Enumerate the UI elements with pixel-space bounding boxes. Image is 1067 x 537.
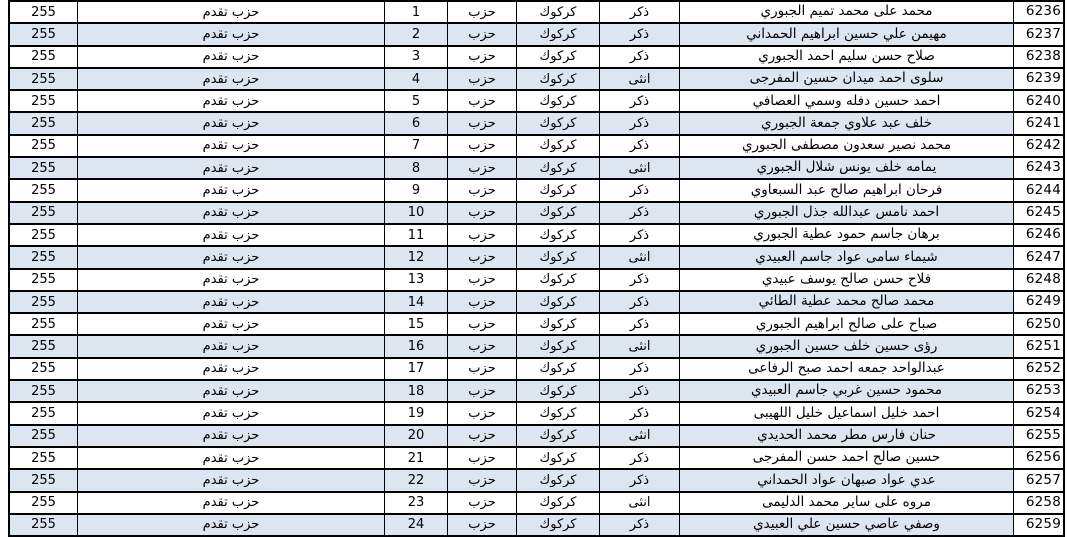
cell-gender[interactable]: انثى [599,493,679,513]
cell-gender[interactable]: انثى [599,336,679,356]
table-row [10,448,1063,470]
cell-gender[interactable]: ذكر [599,470,679,490]
cell-full-name[interactable]: شيماء سامى عواد جاسم العبيدي [679,247,1013,267]
cell-code[interactable]: 255 [31,450,56,466]
cell-party-name[interactable]: حزب تقدم [77,24,384,44]
cell-entity-type[interactable]: حزب [447,91,516,111]
cell-voter-id[interactable]: 6250 [1013,314,1063,334]
cell-voter-id[interactable]: 6246 [1013,225,1063,245]
table-row [10,426,1063,448]
cell-sequence[interactable]: 2 [384,24,447,44]
cell-code[interactable]: 255 [10,24,77,44]
cell-code[interactable]: 255 [10,336,77,356]
cell-gender[interactable]: انثى [599,247,679,267]
cell-code[interactable]: 255 [31,138,56,154]
table-row [10,493,1063,515]
cell-full-name[interactable]: محمد صالح محمد عطية الطائي [679,292,1013,312]
cell-sequence[interactable]: 4 [384,69,447,89]
cell-voter-id[interactable]: 6247 [1013,247,1063,267]
cell-gender[interactable]: ذكر [599,225,679,245]
cell-code[interactable]: 255 [10,247,77,267]
cell-voter-id[interactable]: 6254 [1013,403,1063,423]
table-row [10,113,1063,135]
cell-party-name[interactable]: حزب تقدم [77,91,384,111]
cell-full-name[interactable]: احمد نامس عبدالله جذل الجبوري [679,203,1013,223]
cell-city[interactable]: كركوك [516,515,599,535]
cell-party-name[interactable]: حزب تقدم [77,203,384,223]
cell-full-name[interactable]: محمود حسين غربي جاسم العبيدي [679,381,1013,401]
cell-voter-id[interactable]: 6258 [1013,493,1063,513]
cell-city[interactable]: كركوك [516,336,599,356]
cell-gender[interactable]: ذكر [599,381,679,401]
cell-full-name[interactable]: فلاح حسن صالح يوسف عبيدي [679,270,1013,290]
cell-voter-id[interactable]: 6259 [1013,515,1063,535]
cell-entity-type[interactable]: حزب [447,270,516,290]
cell-party-name[interactable]: حزب تقدم [77,247,384,267]
cell-full-name[interactable]: برهان جاسم حمود عطية الجبوري [679,225,1013,245]
cell-voter-id[interactable]: 6252 [1013,359,1063,379]
cell-voter-id[interactable]: 6242 [1013,136,1063,156]
cell-sequence[interactable]: 11 [384,225,447,245]
cell-entity-type[interactable]: حزب [447,359,516,379]
cell-city[interactable]: كركوك [516,426,599,446]
cell-sequence[interactable]: 5 [384,91,447,111]
cell-voter-id[interactable]: 6239 [1013,69,1063,89]
cell-city[interactable]: كركوك [516,381,599,401]
cell-party-name[interactable]: حزب تقدم [77,225,384,245]
cell-code[interactable]: 255 [31,495,56,511]
table-row [10,403,1063,425]
cell-party-name[interactable]: حزب تقدم [77,314,384,334]
cell-city[interactable]: كركوك [516,158,599,178]
cell-sequence[interactable]: 14 [384,292,447,312]
cell-voter-id[interactable]: 6253 [1013,381,1063,401]
cell-sequence[interactable]: 24 [384,515,447,535]
cell-gender[interactable]: ذكر [599,136,679,156]
cell-full-name[interactable]: مهيمن علي حسين ابراهيم الحمداني [679,24,1013,44]
cell-entity-type[interactable]: حزب [447,47,516,67]
table-row [10,292,1063,314]
cell-sequence[interactable]: 1 [384,2,447,22]
cell-voter-id[interactable]: 6236 [1013,2,1063,22]
cell-full-name[interactable]: يمامه خلف يونس شلال الجبوري [679,158,1013,178]
cell-sequence[interactable]: 3 [384,47,447,67]
cell-full-name[interactable]: سلوى احمد ميدان حسين المفرجى [679,69,1013,89]
cell-party-name[interactable]: حزب تقدم [77,470,384,490]
cell-entity-type[interactable]: حزب [447,247,516,267]
table-row [10,381,1063,403]
table-row [10,336,1063,358]
cell-voter-id[interactable]: 6245 [1013,203,1063,223]
cell-code[interactable]: 255 [31,272,56,288]
table-row [10,91,1063,113]
cell-gender[interactable]: ذكر [599,270,679,290]
cell-entity-type[interactable]: حزب [447,381,516,401]
cell-sequence[interactable]: 19 [384,403,447,423]
table-row [10,270,1063,292]
cell-party-name[interactable]: حزب تقدم [77,47,384,67]
cell-full-name[interactable]: عبدالواحد جمعه احمد صبح الرفاعى [679,359,1013,379]
cell-code[interactable]: 255 [31,316,56,332]
cell-city[interactable]: كركوك [516,136,599,156]
cell-full-name[interactable]: خلف عبد علاوي جمعة الجبوري [679,113,1013,133]
cell-party-name[interactable]: حزب تقدم [77,515,384,535]
cell-voter-id[interactable]: 6255 [1013,426,1063,446]
cell-voter-id[interactable]: 6256 [1013,448,1063,468]
cell-city[interactable]: كركوك [516,314,599,334]
table-row [10,225,1063,247]
cell-gender[interactable]: ذكر [599,448,679,468]
cell-entity-type[interactable]: حزب [447,203,516,223]
table-row [10,47,1063,69]
cell-sequence[interactable]: 17 [384,359,447,379]
cell-entity-type[interactable]: حزب [447,336,516,356]
table-row [10,314,1063,336]
cell-code[interactable]: 255 [31,49,56,65]
cell-city[interactable]: كركوك [516,359,599,379]
cell-city[interactable]: كركوك [516,470,599,490]
cell-gender[interactable]: ذكر [599,515,679,535]
cell-gender[interactable]: ذكر [599,24,679,44]
cell-sequence[interactable]: 22 [384,470,447,490]
cell-code[interactable]: 255 [31,4,56,20]
cell-full-name[interactable]: فرحان ابراهيم صالح عبد السبعاوي [679,180,1013,200]
cell-voter-id[interactable]: 6243 [1013,158,1063,178]
cell-full-name[interactable]: صلاح حسن سليم احمد الجبوري [679,47,1013,67]
cell-full-name[interactable]: احمد خليل اسماعيل خليل اللهيبى [679,403,1013,423]
cell-entity-type[interactable]: حزب [447,180,516,200]
cell-gender[interactable]: ذكر [599,292,679,312]
voter-list-table [8,0,1065,537]
cell-full-name[interactable]: حسين صالح احمد حسن المفرجى [679,448,1013,468]
cell-full-name[interactable]: محمد على محمد تميم الجبوري [679,2,1013,22]
cell-entity-type[interactable]: حزب [447,403,516,423]
cell-sequence[interactable]: 7 [384,136,447,156]
cell-code[interactable]: 255 [10,381,77,401]
cell-full-name[interactable]: صباح على صالح ابراهيم الجبوري [679,314,1013,334]
cell-party-name[interactable]: حزب تقدم [77,493,384,513]
cell-entity-type[interactable]: حزب [447,426,516,446]
cell-code[interactable]: 255 [10,158,77,178]
table-row [10,2,1063,24]
cell-sequence[interactable]: 6 [384,113,447,133]
cell-entity-type[interactable]: حزب [447,136,516,156]
cell-gender[interactable]: انثى [599,426,679,446]
cell-code[interactable]: 255 [31,361,56,377]
cell-entity-type[interactable]: حزب [447,493,516,513]
cell-gender[interactable]: ذكر [599,91,679,111]
cell-code[interactable]: 255 [31,93,56,109]
cell-party-name[interactable]: حزب تقدم [77,2,384,22]
cell-voter-id[interactable]: 6249 [1013,292,1063,312]
cell-city[interactable]: كركوك [516,180,599,200]
cell-code[interactable]: 255 [10,515,77,535]
cell-entity-type[interactable]: حزب [447,69,516,89]
cell-gender[interactable]: ذكر [599,47,679,67]
cell-code[interactable]: 255 [10,69,77,89]
cell-full-name[interactable]: مروه على ساير محمد الدليمى [679,493,1013,513]
cell-sequence[interactable]: 13 [384,270,447,290]
cell-voter-id[interactable]: 6241 [1013,113,1063,133]
cell-sequence[interactable]: 15 [384,314,447,334]
cell-code[interactable]: 255 [31,405,56,421]
table-row [10,470,1063,492]
cell-voter-id[interactable]: 6251 [1013,336,1063,356]
cell-party-name[interactable]: حزب تقدم [77,136,384,156]
cell-gender[interactable]: ذكر [599,2,679,22]
cell-full-name[interactable]: حنان فارس مطر محمد الحديدي [679,426,1013,446]
cell-city[interactable]: كركوك [516,113,599,133]
cell-voter-id[interactable]: 6237 [1013,24,1063,44]
cell-city[interactable]: كركوك [516,91,599,111]
cell-city[interactable]: كركوك [516,2,599,22]
cell-party-name[interactable]: حزب تقدم [77,381,384,401]
table-row [10,136,1063,158]
cell-party-name[interactable]: حزب تقدم [77,426,384,446]
cell-code[interactable]: 255 [10,203,77,223]
cell-code[interactable]: 255 [10,470,77,490]
cell-city[interactable]: كركوك [516,270,599,290]
cell-code[interactable]: 255 [10,426,77,446]
cell-full-name[interactable]: احمد حسين دفله وسمي العصافي [679,91,1013,111]
cell-party-name[interactable]: حزب تقدم [77,113,384,133]
cell-sequence[interactable]: 8 [384,158,447,178]
cell-city[interactable]: كركوك [516,47,599,67]
cell-entity-type[interactable]: حزب [447,24,516,44]
cell-sequence[interactable]: 18 [384,381,447,401]
cell-gender[interactable]: ذكر [599,113,679,133]
cell-entity-type[interactable]: حزب [447,225,516,245]
cell-gender[interactable]: ذكر [599,314,679,334]
cell-party-name[interactable]: حزب تقدم [77,403,384,423]
cell-voter-id[interactable]: 6248 [1013,270,1063,290]
cell-party-name[interactable]: حزب تقدم [77,359,384,379]
cell-party-name[interactable]: حزب تقدم [77,336,384,356]
cell-sequence[interactable]: 23 [384,493,447,513]
cell-party-name[interactable]: حزب تقدم [77,158,384,178]
cell-entity-type[interactable]: حزب [447,113,516,133]
cell-sequence[interactable]: 12 [384,247,447,267]
cell-voter-id[interactable]: 6257 [1013,470,1063,490]
cell-entity-type[interactable]: حزب [447,292,516,312]
cell-gender[interactable]: انثى [599,69,679,89]
cell-gender[interactable]: ذكر [599,403,679,423]
cell-sequence[interactable]: 16 [384,336,447,356]
cell-entity-type[interactable]: حزب [447,158,516,178]
cell-sequence[interactable]: 20 [384,426,447,446]
table-row [10,180,1063,202]
cell-voter-id[interactable]: 6240 [1013,91,1063,111]
cell-city[interactable]: كركوك [516,403,599,423]
cell-code[interactable]: 255 [31,227,56,243]
cell-party-name[interactable]: حزب تقدم [77,292,384,312]
cell-entity-type[interactable]: حزب [447,448,516,468]
cell-party-name[interactable]: حزب تقدم [77,270,384,290]
table-row [10,158,1063,180]
cell-party-name[interactable]: حزب تقدم [77,448,384,468]
cell-full-name[interactable]: رؤى حسين خلف حسين الجبوري [679,336,1013,356]
cell-code[interactable]: 255 [10,292,77,312]
cell-entity-type[interactable]: حزب [447,2,516,22]
cell-sequence[interactable]: 21 [384,448,447,468]
cell-full-name[interactable]: عدي عواد صبهان عواد الحمداني [679,470,1013,490]
table-row [10,359,1063,381]
cell-city[interactable]: كركوك [516,292,599,312]
cell-voter-id[interactable]: 6238 [1013,47,1063,67]
cell-code[interactable]: 255 [31,183,56,199]
cell-gender[interactable]: انثى [599,158,679,178]
table-row [10,203,1063,225]
cell-party-name[interactable]: حزب تقدم [77,69,384,89]
cell-entity-type[interactable]: حزب [447,515,516,535]
cell-city[interactable]: كركوك [516,69,599,89]
table-row [10,247,1063,269]
cell-city[interactable]: كركوك [516,448,599,468]
cell-gender[interactable]: ذكر [599,180,679,200]
cell-entity-type[interactable]: حزب [447,470,516,490]
cell-city[interactable]: كركوك [516,24,599,44]
cell-city[interactable]: كركوك [516,225,599,245]
cell-party-name[interactable]: حزب تقدم [77,180,384,200]
cell-sequence[interactable]: 10 [384,203,447,223]
cell-full-name[interactable]: محمد نصير سعدون مصطفى الجبوري [679,136,1013,156]
cell-city[interactable]: كركوك [516,493,599,513]
cell-city[interactable]: كركوك [516,203,599,223]
cell-code[interactable]: 255 [10,113,77,133]
table-row [10,69,1063,91]
cell-gender[interactable]: ذكر [599,203,679,223]
cell-gender[interactable]: ذكر [599,359,679,379]
cell-full-name[interactable]: وصفي عاصي حسين علي العبيدي [679,515,1013,535]
table-row [10,515,1063,537]
cell-voter-id[interactable]: 6244 [1013,180,1063,200]
table-row [10,24,1063,46]
cell-entity-type[interactable]: حزب [447,314,516,334]
cell-city[interactable]: كركوك [516,247,599,267]
cell-sequence[interactable]: 9 [384,180,447,200]
